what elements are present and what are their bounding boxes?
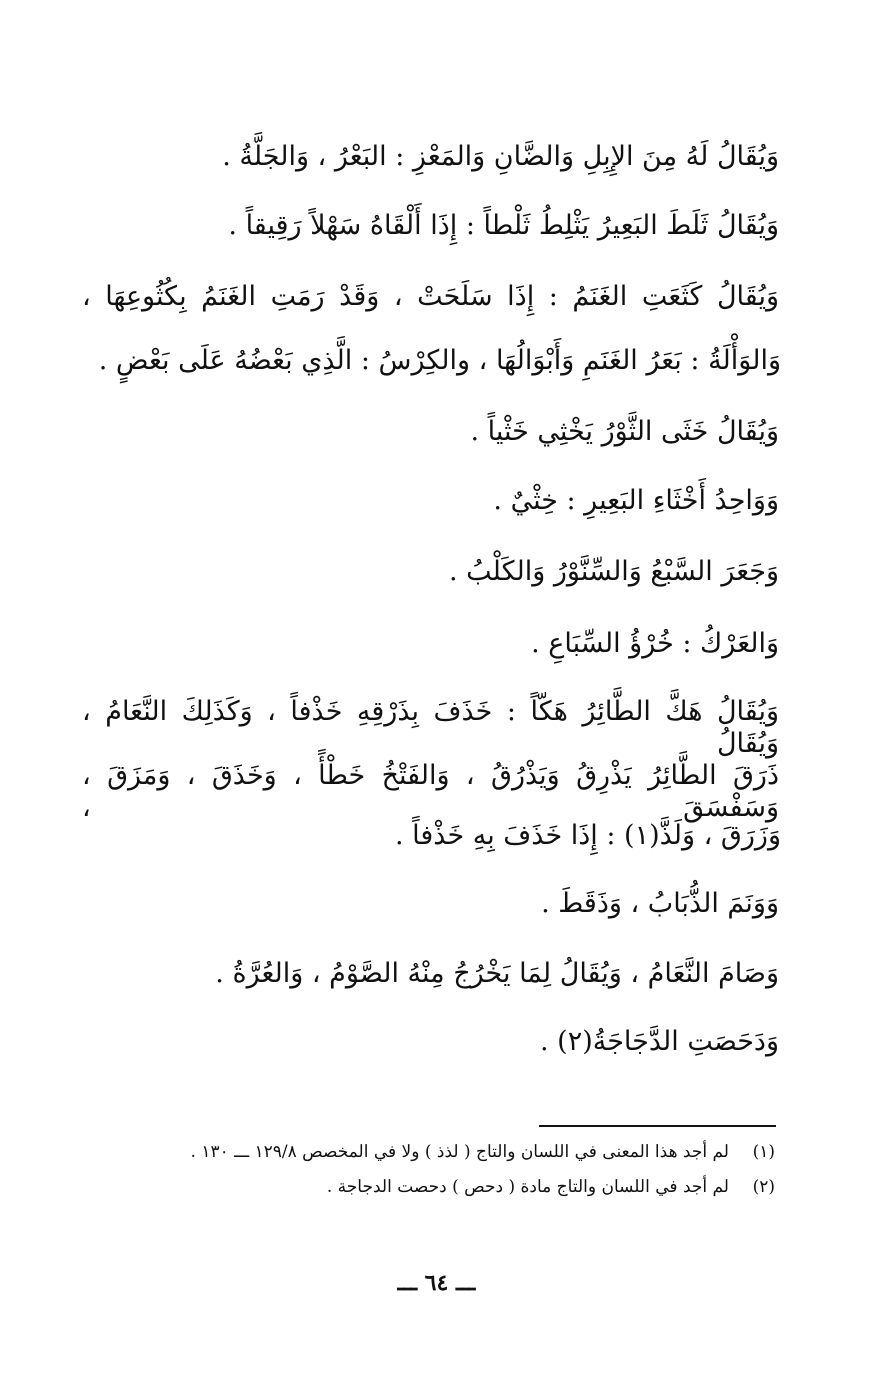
text-line-8: وَالعَرْكُ : خُرْؤُ السِّبَاعِ .: [531, 628, 779, 659]
text-line-10: ذَرَقَ الطَّائِرُ يَذْرِقُ وَيَذْرُقُ ، وَالفَتْخُ خَطْأً ، وَخَذَقَ ، وَمَزَقَ ، وَسَفْسَقَ ،: [82, 760, 779, 824]
text-line-9: وَيُقَالُ هَكَّ الطَّائِرُ هَكّاً : خَذَفَ بِذَرْقِهِ خَذْفاً ، وَكَذَلِكَ النَّعَامُ ، وَيُقَالُ: [82, 696, 779, 760]
text-line-1: وَيُقَالُ لَهُ مِنَ الإِبِلِ وَالضَّانِ وَالمَعْزِ : البَعْرُ ، وَالجَلَّةُ .: [222, 141, 779, 172]
text-line-13: وَصَامَ النَّعَامُ ، وَيُقَالُ لِمَا يَخْرُجُ مِنْهُ الصَّوْمُ ، وَالعُرَّةُ .: [215, 958, 779, 989]
footnote-2: [327, 1177, 775, 1197]
text-line-14: وَدَحَصَتِ الدَّجَاجَةُ(٢) .: [540, 1026, 779, 1057]
text-line-12: وَوَنَمَ الذُّبَابُ ، وَذَقَطَ .: [541, 888, 779, 919]
footnote-number: (١): [752, 1142, 775, 1162]
page-number: ـــ ٦٤ ـــ: [397, 1270, 476, 1296]
footnote-text: لم أجد هذا المعنى في اللسان والتاج ( لذذ ) ولا في المخصص ١٢٩/٨ ـــ ١٣٠ .: [190, 1142, 729, 1162]
footnote-text: لم أجد في اللسان والتاج مادة ( دحص ) دحصت الدجاجة .: [326, 1177, 729, 1197]
footnote-number: (٢): [752, 1177, 775, 1197]
footnote-1: [191, 1142, 775, 1162]
text-line-11: وَزَرَقَ ، وَلَذَّ(١) : إِذَا خَذَفَ بِهِ خَذْفاً .: [394, 820, 781, 851]
text-line-5: وَيُقَالُ خَثَى الثَّوْرُ يَخْثِي خَثْياً .: [470, 416, 779, 447]
text-line-4: وَالوَأْلَةُ : بَعَرُ الغَنَمِ وَأَبْوَالُهَا ، والكِرْسُ : الَّذِي بَعْضُهُ عَلَى بَعْضٍ .: [98, 345, 781, 376]
footnote-separator: [539, 1125, 776, 1127]
text-line-2: وَيُقَالُ ثَلَطَ البَعِيرُ يَثْلِطُ ثَلْطاً : إِذَا أَلْقَاهُ سَهْلاً رَقِيقاً .: [228, 210, 779, 241]
text-line-3: وَيُقَالُ كَثَعَتِ الغَنَمُ : إِذَا سَلَحَتْ ، وَقَدْ رَمَتِ الغَنَمُ بِكُثُوعِهَا ،: [82, 281, 779, 312]
text-line-6: وَوَاحِدُ أَخْثَاءِ البَعِيرِ : خِثْيٌ .: [493, 485, 779, 516]
text-line-7: وَجَعَرَ السَّبْعُ وَالسِّنَّوْرُ وَالكَلْبُ .: [448, 556, 779, 587]
